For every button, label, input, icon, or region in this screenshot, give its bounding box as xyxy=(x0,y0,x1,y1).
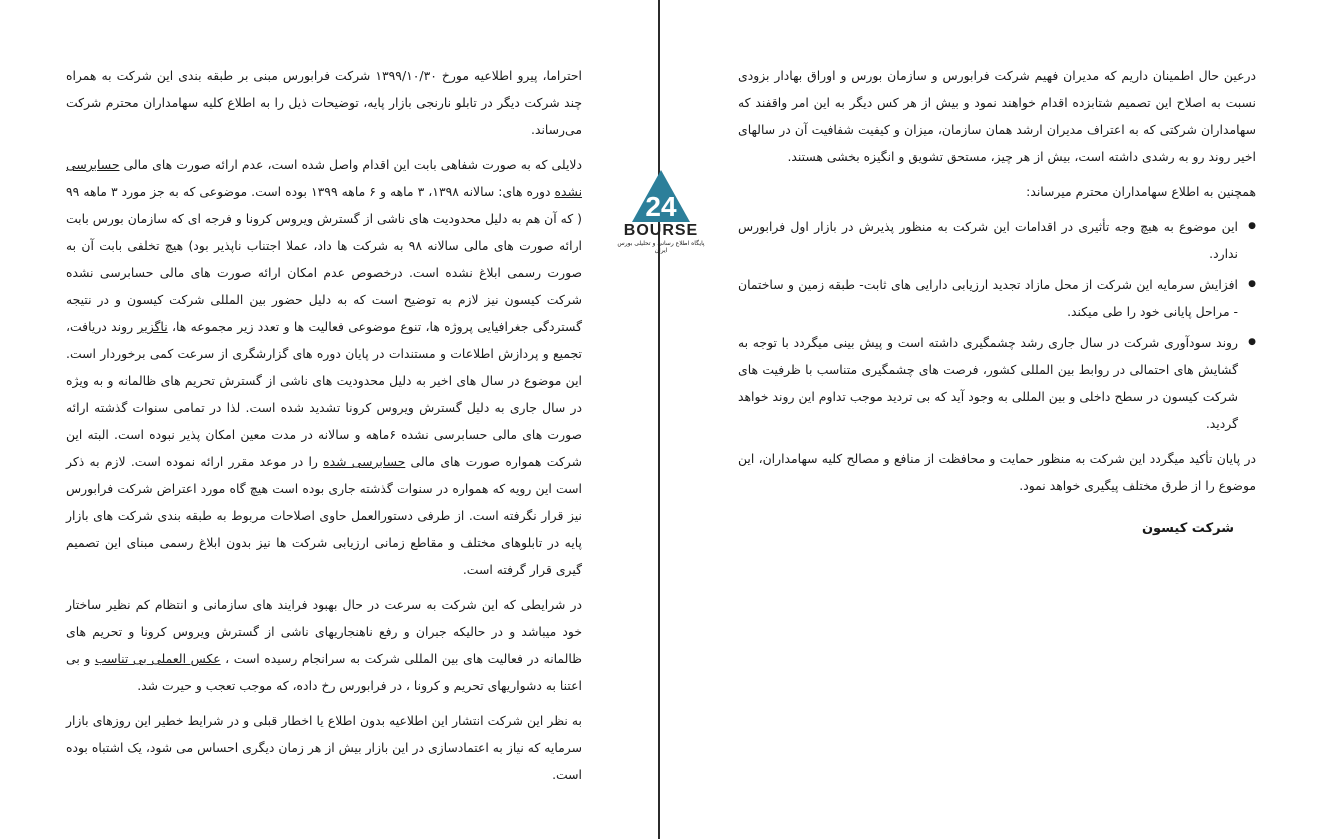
right-paragraph-3: در پایان تأکید میگردد این شرکت به منظور حمایت و محافظت از منافع و مصالح کلیه سهامداران، این موضوع را از طرق مختلف پیگیری خواهد نمود. xyxy=(738,451,1256,493)
text-run: دلایلی که به صورت شفاهی بابت این اقدام واصل شده است، عدم ارائه صورت های مالی xyxy=(119,157,582,172)
underlined-phrase: حسابرسی شده xyxy=(323,454,406,469)
text-run: دوره های: سالانه ۱۳۹۸، ۳ ماهه و ۶ ماهه ۱۳۹۹ بوده است. موضوعی که به جز مورد ۳ ماهه ۹۹ ( که آن هم به دلیل محدودیت های ناشی از گسترش ویروس کرونا و فرجه ای که سازمان بورس بابت ارائه صورت های مالی سالانه ۹۸ به شرکت ها داد، عملا اجتناب ناپذیر بود) هیچ تخلفی بابت آن به صورت رسمی ابلاغ نشده است. درخصوص عدم امکان ارائه صورت های مالی حسابرسی نشده شرکت کیسون نیز لازم به توضیح است که به دلیل حضور بین المللی شرکت کیسون و در نتیجه گستردگی جغرافیایی پروژه ها، تنوع موضوعی فعالیت ها و تعدد زیر مجموعه ها، xyxy=(66,184,582,334)
text-run: روند دریافت، تجمیع و پردازش اطلاعات و مستندات در پایان دوره های گزارشگری از سرعت کمی برخوردار است. این موضوع در سال های اخیر به دلیل محدودیت های ناشی از گسترش تحریم های ظالمانه و به ویژه در سال جاری به دلیل گسترش ویروس کرونا تشدید شده است. لذا در تمامی سنوات گذشته ارائه صورت های مالی حسابرسی نشده ۶ماهه و سالانه در مدت معین امکان پذیر نبوده است. البته این شرکت همواره صورت های مالی xyxy=(66,319,582,469)
bourse24-logo xyxy=(612,168,710,254)
logo-subtitle: پایگاه اطلاع رسانی و تحلیلی بورس ایران xyxy=(617,240,705,254)
right-paragraph-2: همچنین به اطلاع سهامداران محترم میرساند: xyxy=(1026,184,1256,199)
text-run: و بی اعتنا به دشواریهای تحریم و کرونا ، در فرابورس رخ داده، که موجب تعجب و حیرت شد. xyxy=(66,651,582,693)
underlined-phrase: عکس العملی بی تناسب xyxy=(94,651,221,666)
text-run: در شرایطی که این شرکت به سرعت در حال بهبود فرایند های سازمانی و انتظام کم نظیر ساختار خود میباشد و در حالیکه جبران و رفع ناهنجاریهای ناشی از گسترش ویروس کرونا و تحریم های ظالمانه در فعالیت های بین المللی شرکت به سرانجام رسیده است ، xyxy=(66,597,582,666)
right-paragraph-1: درعین حال اطمینان داریم که مدیران فهیم شرکت فرابورس و سازمان بورس و اوراق بهادار بزودی نسبت به اصلاح این تصمیم شتابزده اقدام خواهند نمود و بیش از هر کس دیگر به این امر واقفند که سهامداران شرکتی که به اعتراف مدیران ارشد همان سازمان، میزان و کیفیت شفافیت آن در سالهای اخیر روند رو به رشدی داشته است، بیش از هر چیز، مستحق تشویق و انگیزه بخشی هستند. xyxy=(738,68,1256,164)
bullet-item: ● روند سودآوری شرکت در سال جاری رشد چشمگیری داشته است و پیش بینی میگردد با توجه به گشایش های احتمالی در روابط بین المللی کشور، فرصت های چشمگیری متناسب با ظرفیت های شرکت کیسون در سطح داخلی و بین المللی به وجود آید که بی تردید موجب تداوم این روند خواهد گردید. xyxy=(738,329,1238,437)
left-column xyxy=(66,62,582,796)
left-paragraph-1: احتراما، پیرو اطلاعیه مورخ ۱۳۹۹/۱۰/۳۰ شرکت فرابورس مبنی بر طبقه بندی این شرکت به همراه چند شرکت دیگر در تابلو نارنجی بازار پایه، توضیحات ذیل را به اطلاع کلیه سهامداران محترم شرکت می‌رساند. xyxy=(66,68,582,137)
page-divider xyxy=(658,0,660,839)
underlined-phrase: ناگزیر xyxy=(137,319,168,334)
left-paragraph-4: به نظر این شرکت انتشار این اطلاعیه بدون اطلاع یا اخطار قبلی و در شرایط خطیر این روزهای بازار سرمایه که نیاز به اعتمادسازی در این بازار بیش از هر زمان دیگری احساس می شود، یک اشتباه بوده است. xyxy=(66,713,582,782)
text-run: را در موعد مقرر ارائه نموده است. لازم به ذکر است این رویه که همواره در سنوات گذشته جاری بوده است هیچ گاه مورد اعتراض شرکت فرابورس نیز قرار نگرفته است. از طرفی دستورالعمل حاوی اصلاحات مربوط به طبقه بندی شرکت های بازار پایه در تابلوهای مختلف و مقاطع زمانی ارزیابی شرکت ها نیز بدون ابلاغ رسمی مبنای این تصمیم گیری قرار گرفته است. xyxy=(66,454,582,577)
logo-mark-text: 24 xyxy=(645,191,677,222)
bullet-item: ● این موضوع به هیچ وجه تأثیری در اقدامات این شرکت به منظور پذیرش در بازار اول فرابورس ندارد. xyxy=(738,213,1238,267)
underlined-phrase: حسابرسی نشده xyxy=(66,157,583,199)
left-paragraph-2 xyxy=(66,151,582,583)
left-paragraph-3 xyxy=(66,591,582,699)
right-column xyxy=(738,62,1256,542)
logo-mark-icon xyxy=(630,168,692,224)
signature: شرکت کیسون xyxy=(1141,521,1234,536)
bullet-item: ● افزایش سرمایه این شرکت از محل مازاد تجدید ارزیابی دارایی های ثابت- طبقه زمین و ساختمان - مراحل پایانی خود را طی میکند. xyxy=(738,271,1238,325)
bullet-list xyxy=(738,213,1256,437)
logo-wordmark: BOURSE xyxy=(623,222,699,239)
